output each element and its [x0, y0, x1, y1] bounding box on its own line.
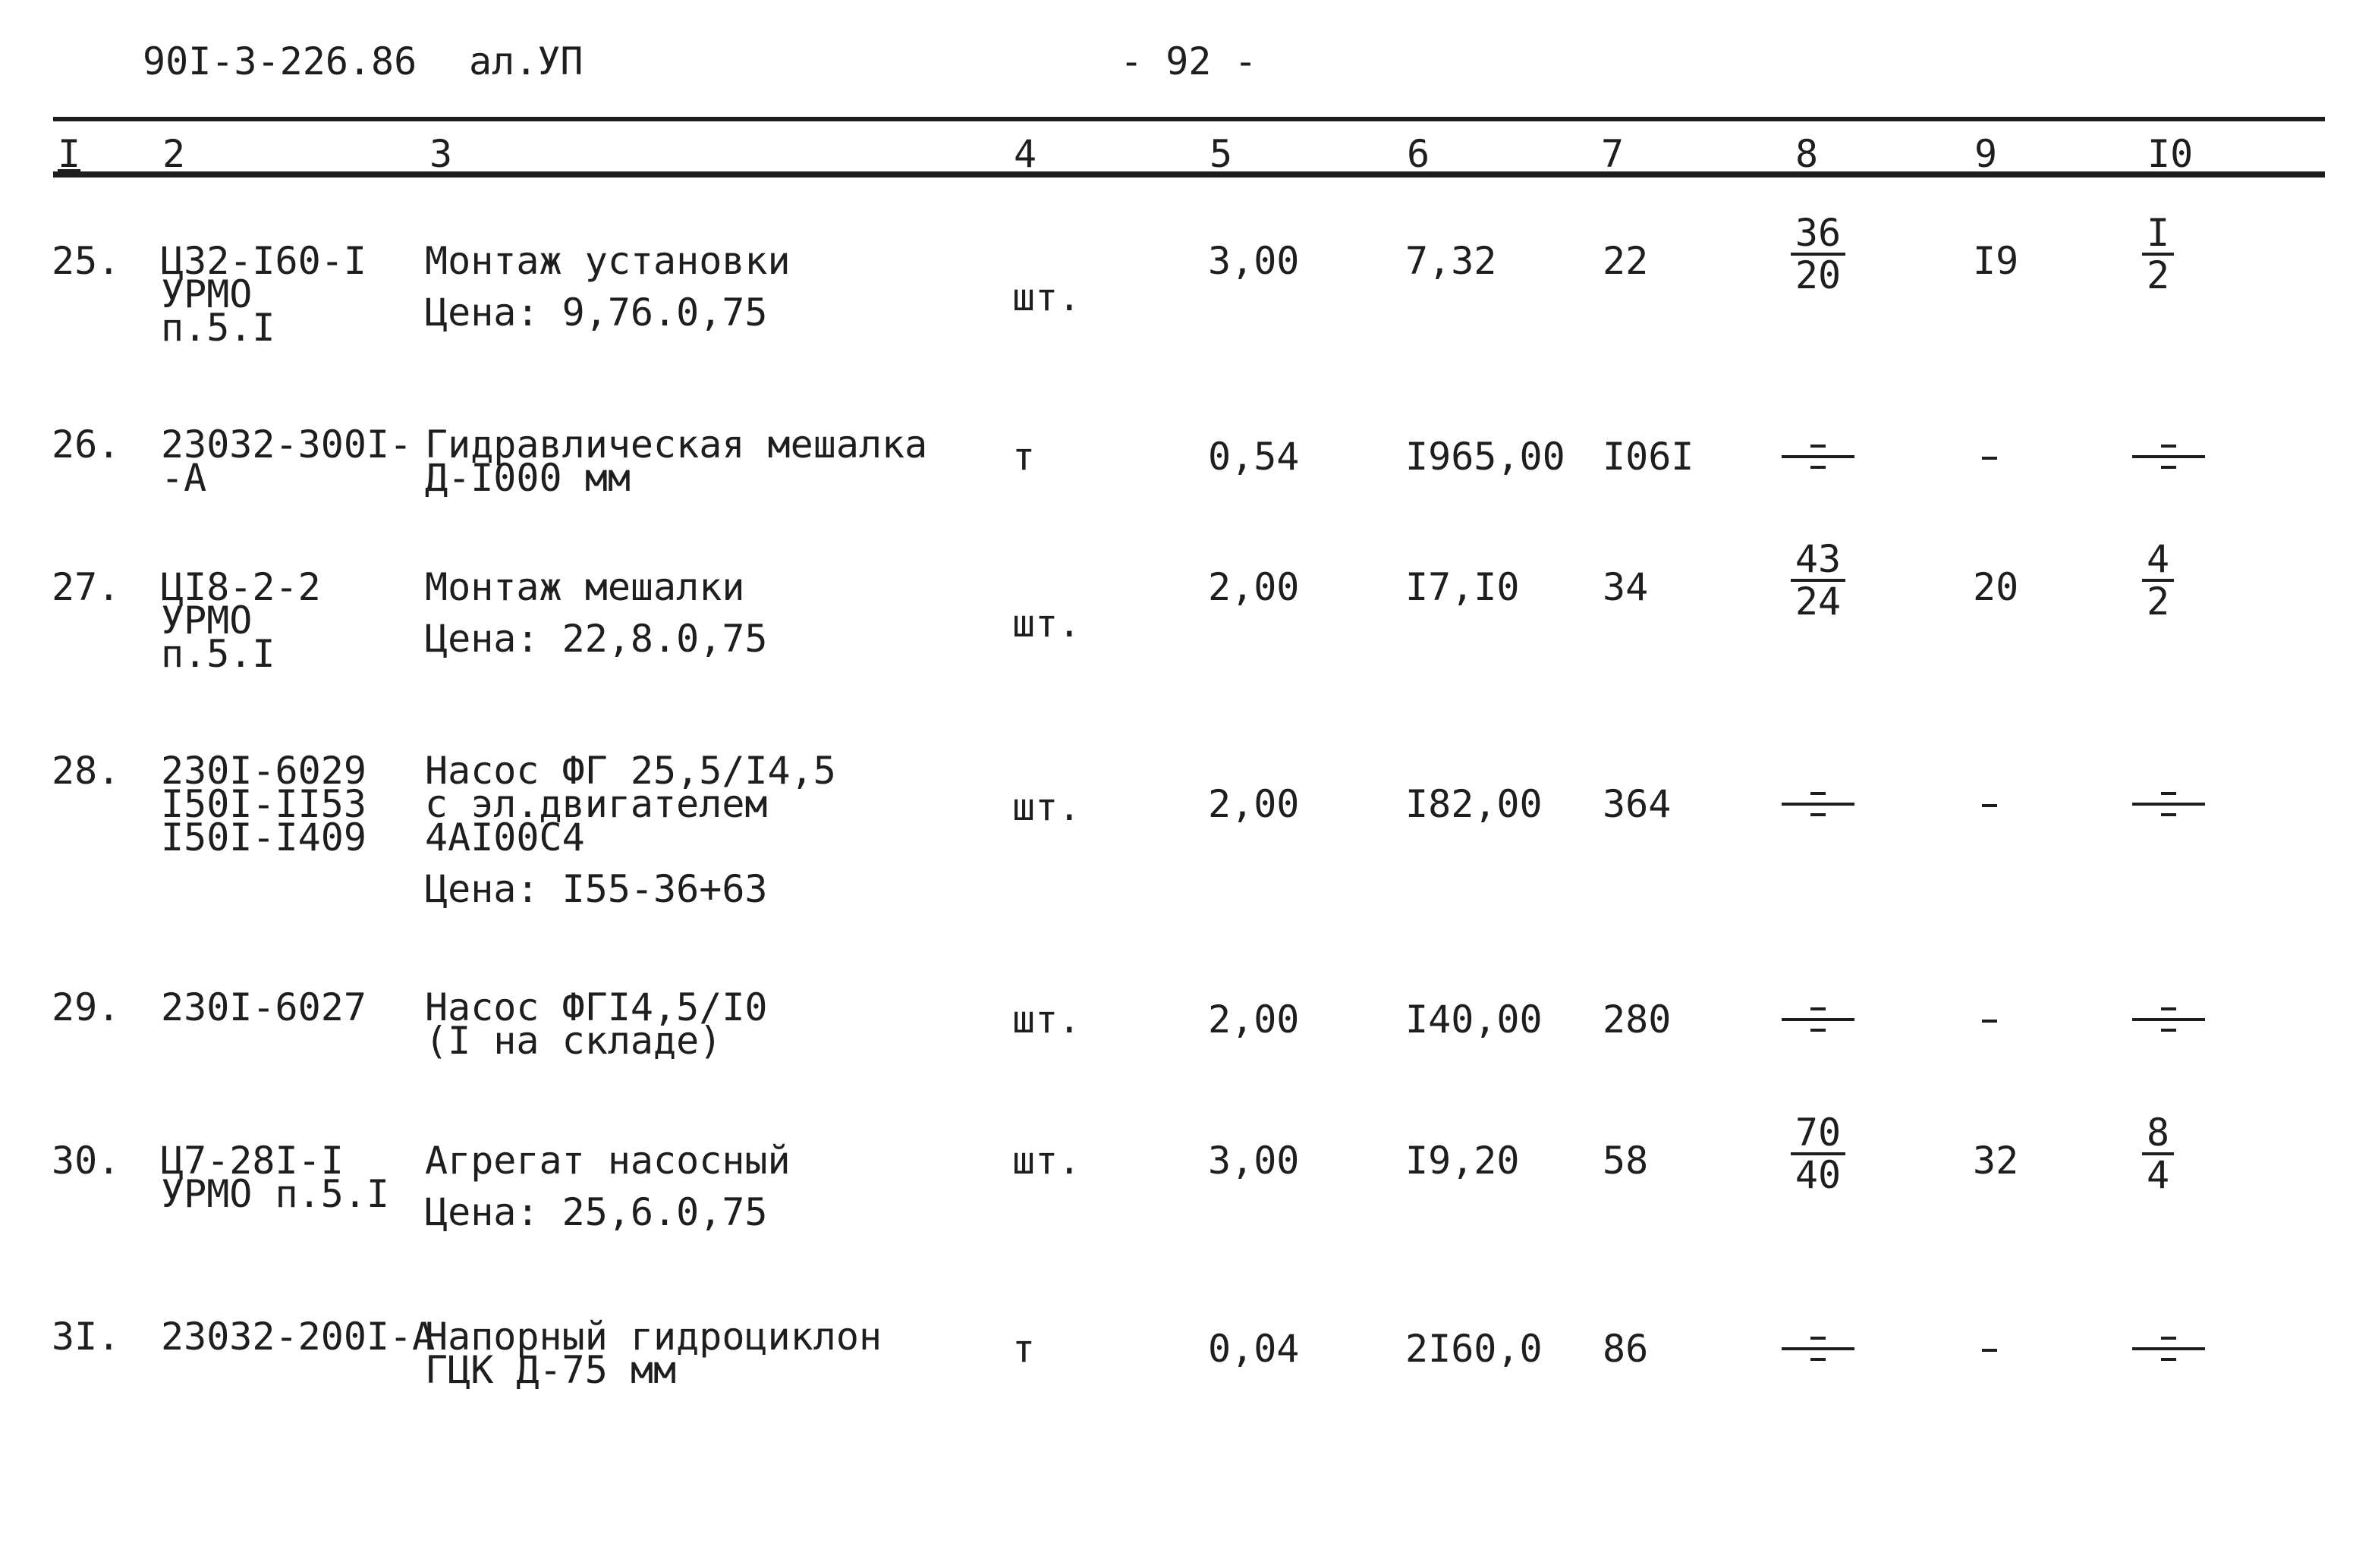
price-formula: Цена: 9,76.0,75 [425, 291, 768, 335]
item-description-line: (I на складе) [425, 1019, 722, 1063]
norm-code-line: 23032-300I- [161, 423, 413, 467]
column-header: 8 [1795, 132, 1819, 176]
fraction-bar [1782, 803, 1854, 806]
total-cost: 86 [1603, 1327, 1649, 1371]
col8-fraction [1773, 1111, 1864, 1195]
unit-cost: 7,32 [1405, 239, 1497, 283]
norm-code-line: 230I-6027 [161, 985, 366, 1029]
norm-code [161, 239, 366, 350]
norm-code-line: 23032-200I-А [161, 1315, 436, 1359]
dash-mark [1810, 1007, 1826, 1010]
item-description [425, 985, 768, 1063]
price-formula: Цена: I55-36+63 [425, 867, 768, 911]
column-header: 2 [162, 132, 186, 176]
item-description [425, 239, 791, 335]
col8-dash-fraction [1782, 789, 1854, 819]
item-description-line: Насос ФГ 25,5/I4,5 [425, 749, 836, 793]
norm-code-line: п.5.I [161, 632, 275, 676]
quantity: 0,54 [1208, 435, 1300, 479]
unit: шт. [1012, 785, 1081, 829]
unit-cost: I9,20 [1405, 1139, 1520, 1183]
col8-fraction [1773, 211, 1864, 295]
item-description-line: с эл.двигателем [425, 782, 768, 826]
col10-dash-fraction [2132, 441, 2205, 472]
table-row [0, 1315, 2375, 1510]
fraction-bar [2132, 1347, 2205, 1350]
col10-dash-fraction [2132, 1334, 2205, 1364]
column-header: 3 [429, 132, 453, 176]
unit-cost: I40,00 [1405, 998, 1543, 1042]
col9-dash [1982, 1349, 1997, 1352]
unit-cost: I7,I0 [1405, 565, 1520, 609]
unit: т [1012, 1327, 1036, 1371]
column-header: 5 [1210, 132, 1233, 176]
dash-mark [1810, 445, 1826, 448]
fraction-numerator: 36 [1791, 215, 1845, 256]
item-description-line: Д-I000 мм [425, 456, 631, 500]
col8-dash-fraction [1782, 1334, 1854, 1364]
table-top-rule [53, 117, 2325, 121]
dash-mark [2161, 445, 2176, 448]
dash-mark [2161, 1337, 2176, 1340]
fraction-bar [1782, 455, 1854, 458]
dash-mark [1810, 792, 1826, 795]
item-description [425, 749, 836, 911]
dash-mark [1810, 466, 1826, 469]
dash-mark [1810, 813, 1826, 816]
column-header: 6 [1407, 132, 1430, 176]
page-number: - 92 - [1120, 39, 1257, 83]
fraction-denominator: 24 [1795, 580, 1842, 624]
dash-mark [2161, 1358, 2176, 1361]
dash-mark [2161, 813, 2176, 816]
norm-code [161, 749, 366, 859]
norm-code-line: ЦI8-2-2 [161, 565, 321, 609]
item-description-line: Гидравлическая мешалка [425, 423, 928, 467]
norm-code-line: УРМО [161, 599, 253, 643]
total-cost: I06I [1603, 435, 1694, 479]
norm-code-line: УРМО п.5.I [161, 1172, 390, 1216]
fraction-denominator: 40 [1795, 1153, 1842, 1197]
fraction-bar [2132, 455, 2205, 458]
unit-cost: 2I60,0 [1405, 1327, 1543, 1371]
col10-dash-fraction [2132, 1004, 2205, 1035]
col10-fraction [2112, 1111, 2204, 1195]
col9-dash [1982, 804, 1997, 807]
table-row [0, 1111, 2375, 1334]
price-formula: Цена: 25,6.0,75 [425, 1190, 768, 1234]
dash-mark [1810, 1029, 1826, 1032]
total-cost: 280 [1603, 998, 1672, 1042]
dash-mark [2161, 1007, 2176, 1010]
fraction-bar [1782, 1347, 1854, 1350]
document-code: 90I-3-226.86 [143, 39, 417, 83]
row-number: 25. [52, 239, 121, 283]
column-header: 4 [1014, 132, 1037, 176]
quantity: 2,00 [1208, 998, 1300, 1042]
dash-mark [2161, 792, 2176, 795]
dash-mark [2161, 466, 2176, 469]
table-row [0, 749, 2375, 944]
row-number: 30. [52, 1139, 121, 1183]
album-label: ал.УП [469, 39, 584, 83]
norm-code-line: 230I-6029 [161, 749, 366, 793]
unit: шт. [1012, 998, 1081, 1042]
unit: шт. [1012, 275, 1081, 319]
total-cost: 58 [1603, 1139, 1649, 1183]
row-number: 29. [52, 985, 121, 1029]
fraction-numerator: 70 [1791, 1114, 1845, 1155]
norm-code [161, 1315, 436, 1359]
total-cost: 364 [1603, 782, 1672, 826]
fraction-numerator: 8 [2142, 1114, 2174, 1155]
item-description-line: Монтаж установки [425, 239, 791, 283]
fraction-numerator: I [2142, 215, 2174, 256]
dash-mark [1810, 1358, 1826, 1361]
price-formula: Цена: 22,8.0,75 [425, 617, 768, 661]
norm-code-line: I50I-I409 [161, 815, 366, 859]
col10-fraction [2112, 211, 2204, 295]
fraction-bar [2132, 803, 2205, 806]
norm-code [161, 423, 413, 500]
item-description-line: Насос ФГI4,5/I0 [425, 985, 768, 1029]
dash-mark [2161, 1029, 2176, 1032]
fraction-numerator: 43 [1791, 541, 1845, 582]
unit: шт. [1012, 602, 1081, 646]
item-description [425, 1139, 791, 1234]
col10-fraction [2112, 537, 2204, 624]
quantity: 3,00 [1208, 239, 1300, 283]
col9-dash [1982, 457, 1997, 460]
unit-cost: I82,00 [1405, 782, 1543, 826]
quantity: 3,00 [1208, 1139, 1300, 1183]
col8-fraction [1773, 537, 1864, 624]
fraction-denominator: 4 [2146, 1153, 2170, 1197]
norm-code [161, 985, 366, 1029]
quantity: 0,04 [1208, 1327, 1300, 1371]
row-number: 28. [52, 749, 121, 793]
item-description-line: 4АI00С4 [425, 815, 585, 859]
col10-dash-fraction [2132, 789, 2205, 819]
item-description-line: Напорный гидроциклон [425, 1315, 882, 1359]
column-header: I0 [2147, 132, 2194, 176]
norm-code-line: I50I-II53 [161, 782, 366, 826]
column-header: 9 [1974, 132, 1998, 176]
total-cost: 22 [1603, 239, 1649, 283]
norm-code-line: Ц7-28I-I [161, 1139, 344, 1183]
item-description [425, 565, 768, 661]
col9-value: 32 [1973, 1139, 2019, 1183]
col9-value: 20 [1973, 565, 2019, 609]
row-number: 3I. [52, 1315, 121, 1359]
unit: шт. [1012, 1139, 1081, 1183]
fraction-bar [1782, 1018, 1854, 1021]
norm-code-line: Ц32-I60-I [161, 239, 366, 283]
table-row [0, 211, 2375, 434]
norm-code [161, 1139, 390, 1216]
norm-code-line: -А [161, 456, 207, 500]
item-description [425, 423, 928, 500]
fraction-bar [2132, 1018, 2205, 1021]
norm-code [161, 565, 321, 676]
norm-code-line: УРМО [161, 272, 253, 316]
row-number: 27. [52, 565, 121, 609]
item-description-line: Монтаж мешалки [425, 565, 745, 609]
fraction-numerator: 4 [2142, 541, 2174, 582]
item-description [425, 1315, 882, 1392]
total-cost: 34 [1603, 565, 1649, 609]
item-description-line: Агрегат насосный [425, 1139, 791, 1183]
col9-value: I9 [1973, 239, 2019, 283]
column-header: I [58, 132, 81, 176]
unit: т [1012, 435, 1036, 479]
item-description-line: ГЦК Д-75 мм [425, 1348, 677, 1392]
table-row [0, 537, 2375, 760]
row-number: 26. [52, 423, 121, 467]
col8-dash-fraction [1782, 441, 1854, 472]
dash-mark [1810, 1337, 1826, 1340]
quantity: 2,00 [1208, 565, 1300, 609]
quantity: 2,00 [1208, 782, 1300, 826]
fraction-denominator: 20 [1795, 253, 1842, 297]
fraction-denominator: 2 [2146, 580, 2170, 624]
col8-dash-fraction [1782, 1004, 1854, 1035]
unit-cost: I965,00 [1405, 435, 1565, 479]
column-header: 7 [1601, 132, 1625, 176]
norm-code-line: п.5.I [161, 306, 275, 350]
fraction-denominator: 2 [2146, 253, 2170, 297]
col9-dash [1982, 1020, 1997, 1023]
